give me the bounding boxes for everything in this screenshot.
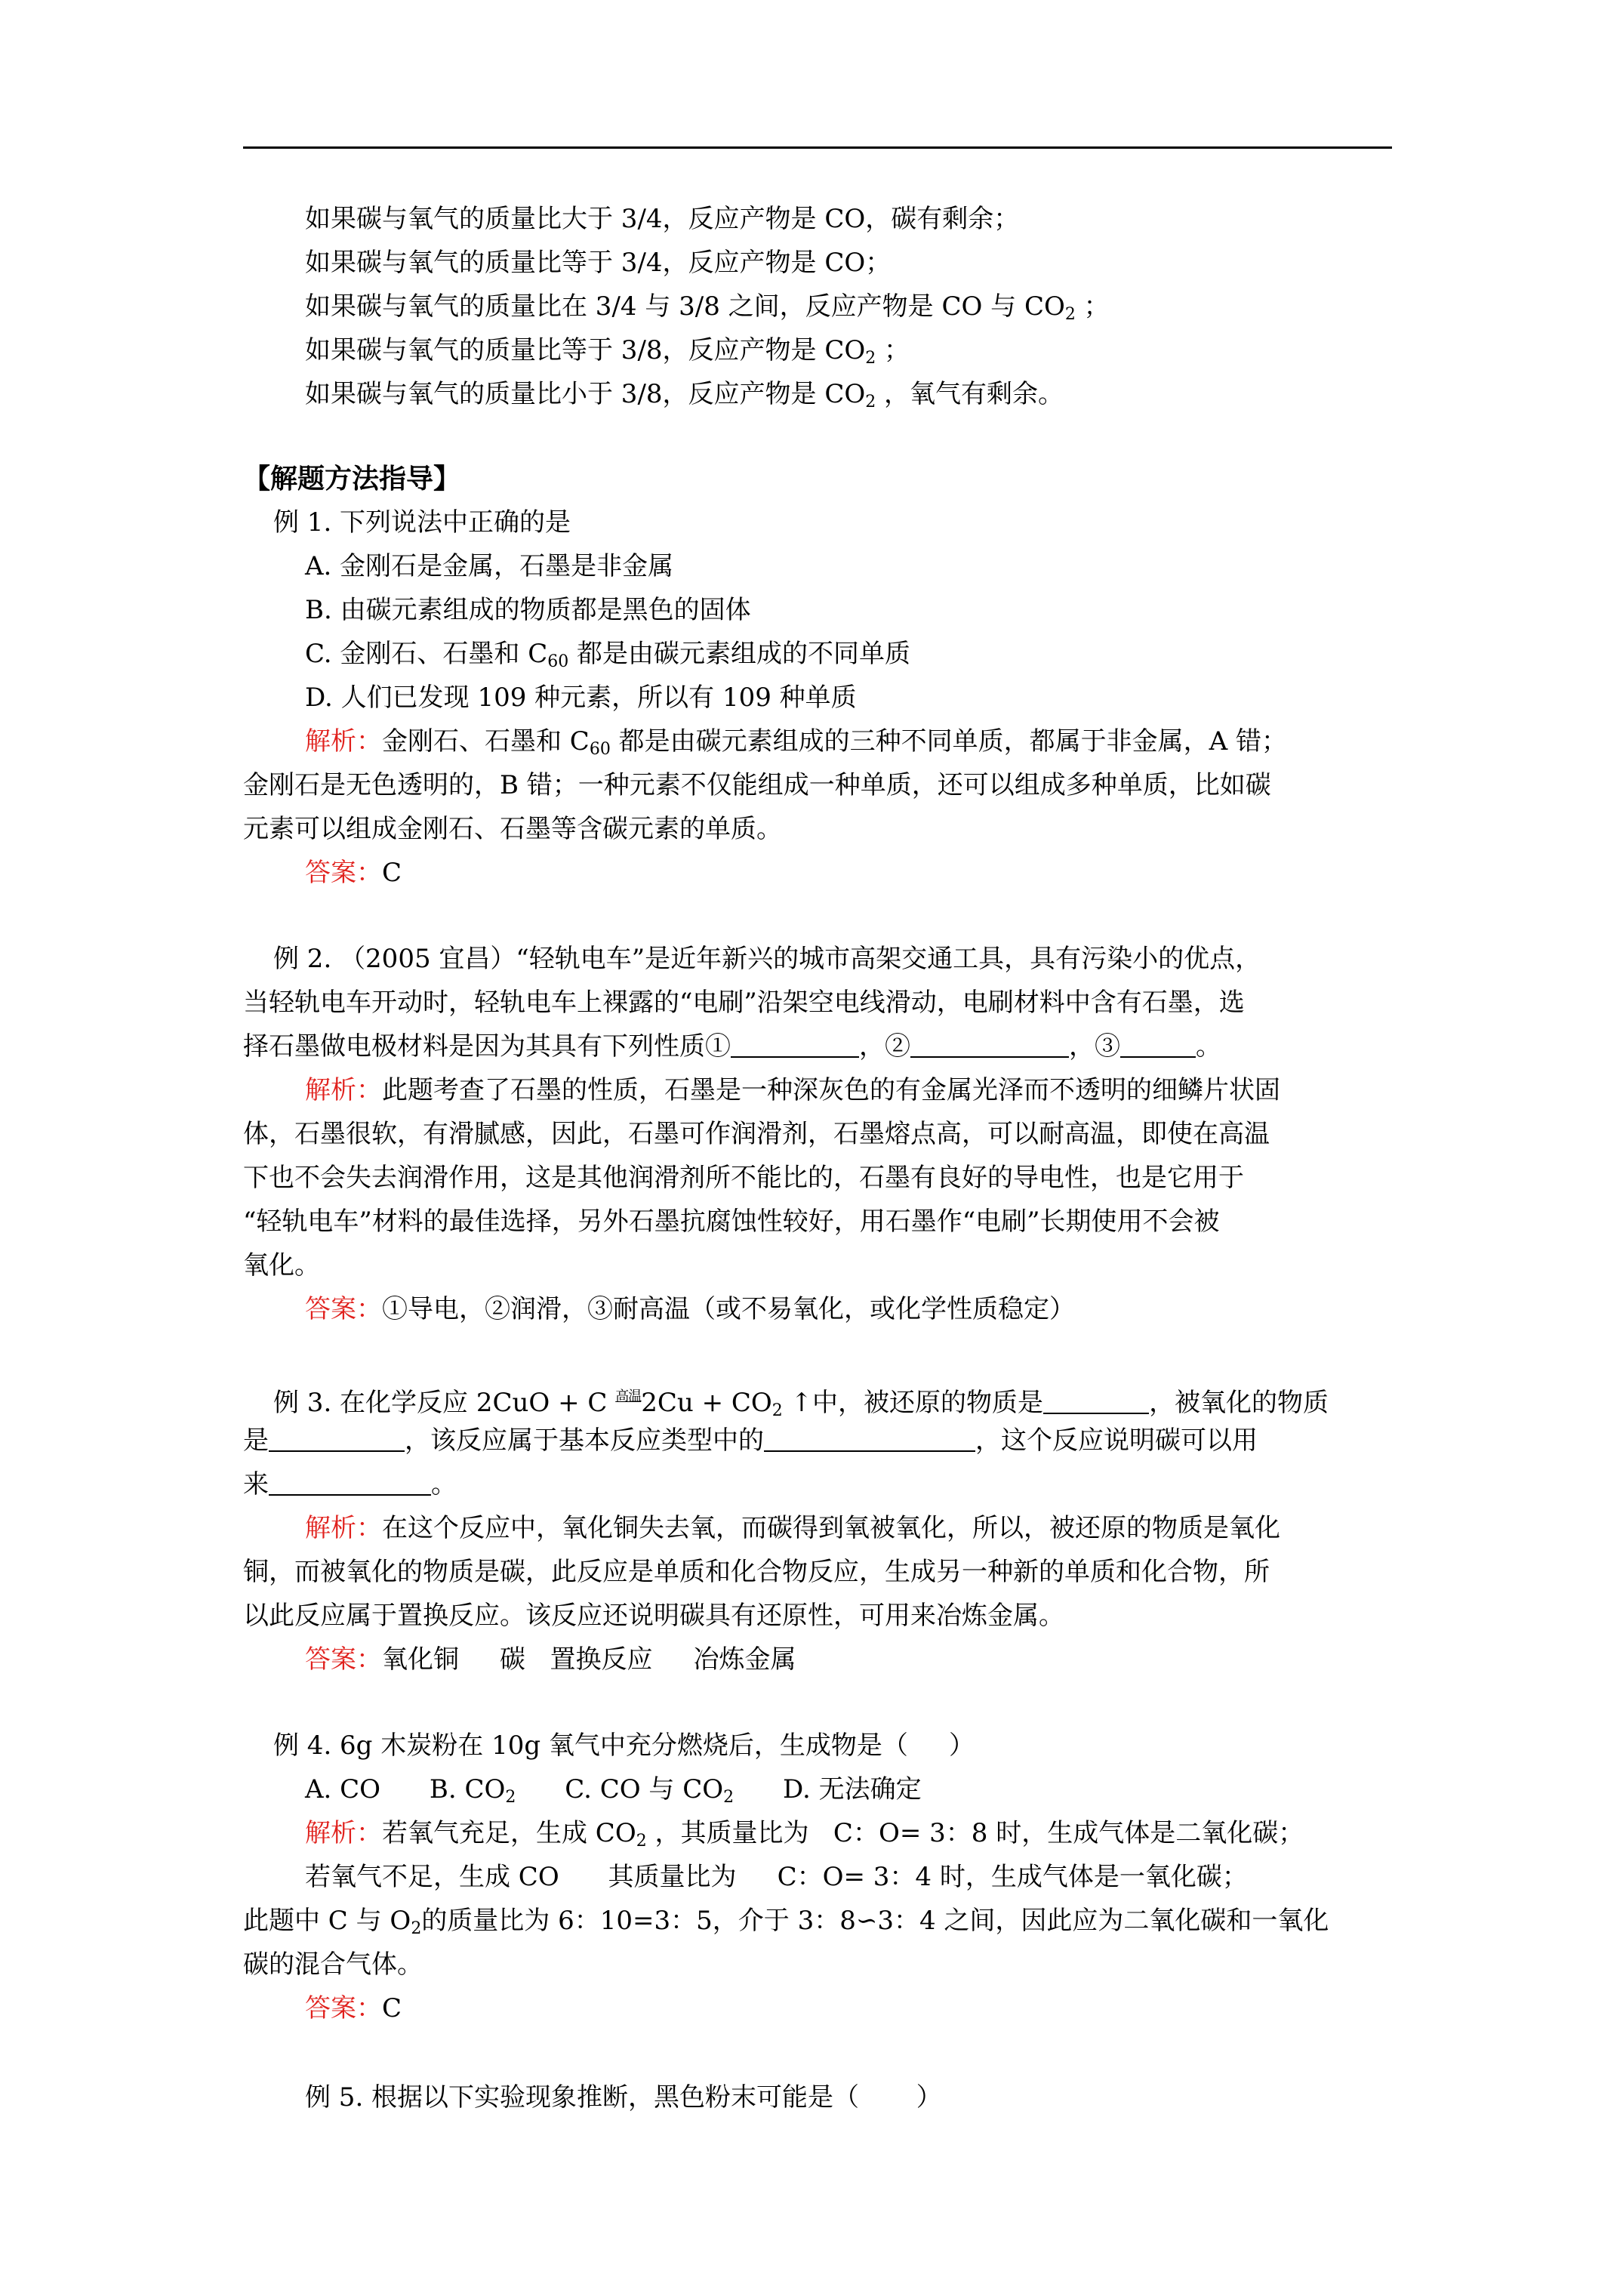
answer-blank[interactable] — [910, 1031, 1069, 1058]
ex4-analysis-1: 解析：若氧气充足，生成 $CO_2$ ，其质量比为 C：O= 3：8 时，生成气体是二氧化碳； — [305, 1818, 1304, 1851]
ex1-question: 例 1. 下列说法中正确的是 — [273, 507, 571, 538]
intro-line-2: 如果碳与氧气的质量比等于 3/4，反应产物是 CO； — [305, 248, 892, 278]
ex4-analysis-4: 碳的混合气体。 — [243, 1949, 423, 1980]
ex1-analysis-2: 金刚石是无色透明的，B 错；一种元素不仅能组成一种单质，还可以组成多种单质，比如碳 — [243, 770, 1271, 800]
ex2-question-1: 例 2. （2005 宜昌）“轻轨电车”是近年新兴的城市高架交通工具，具有污染小的优点， — [273, 944, 1261, 974]
ex2-answer: 答案：①导电，②润滑，③耐高温（或不易氧化，或化学性质稳定） — [305, 1294, 1075, 1324]
ex4-analysis-3: 此题中 C 与 $O_2$的质量比为 6：10=3：5，介于 3：8∽3：4 之间，因此应为二氧化碳和一氧化 — [243, 1906, 1329, 1938]
section-heading: 【解题方法指导】 — [243, 463, 461, 495]
ex3-analysis-2: 铜，而被氧化的物质是碳，此反应是单质和化合物反应，生成另一种新的单质和化合物，所 — [243, 1557, 1270, 1587]
ex1-analysis-1: 解析：金刚石、石墨和 $C_{60}$ 都是由碳元素组成的三种不同单质，都属于非金属，A 错； — [305, 726, 1287, 759]
ex3-question-3: 来 。 — [243, 1469, 457, 1499]
intro-line-4: 如果碳与氧气的质量比等于 3/8，反应产物是 $CO_2$ ； — [305, 335, 910, 368]
header-rule — [243, 146, 1392, 149]
ex1-option-c: C. 金刚石、石墨和 $C_{60}$ 都是由碳元素组成的不同单质 — [305, 639, 911, 671]
ex3-analysis-3: 以此反应属于置换反应。该反应还说明碳具有还原性，可用来冶炼金属。 — [243, 1601, 1064, 1631]
answer-blank[interactable] — [1120, 1031, 1196, 1058]
intro-line-1: 如果碳与氧气的质量比大于 3/4，反应产物是 CO，碳有剩余； — [305, 204, 1020, 234]
ex2-analysis-1: 解析：此题考查了石墨的性质，石墨是一种深灰色的有金属光泽而不透明的细鳞片状固 — [305, 1075, 1280, 1105]
ex2-analysis-4: “轻轨电车”材料的最佳选择，另外石墨抗腐蚀性较好，用石墨作“电刷”长期使用不会被 — [243, 1207, 1220, 1237]
answer-blank[interactable] — [269, 1469, 431, 1496]
ex4-answer: 答案：C — [305, 1993, 402, 2023]
ex2-analysis-2: 体，石墨很软，有滑腻感，因此，石墨可作润滑剂，石墨熔点高，可以耐高温，即使在高温 — [243, 1119, 1270, 1149]
answer-blank[interactable] — [1043, 1387, 1149, 1414]
answer-blank[interactable] — [269, 1425, 405, 1452]
answer-blank[interactable] — [764, 1425, 975, 1452]
ex4-question: 例 4. 6g 木炭粉在 10g 氧气中充分燃烧后，生成物是（ ） — [273, 1730, 975, 1761]
ex3-question-2: 是 ，该反应属于基本反应类型中的 ，这个反应说明碳可以用 — [243, 1425, 1258, 1456]
intro-line-3: 如果碳与氧气的质量比在 3/4 与 3/8 之间，反应产物是 CO 与 $CO_2$ ； — [305, 291, 1110, 324]
answer-blank[interactable] — [731, 1031, 859, 1058]
ex2-analysis-5: 氧化。 — [243, 1250, 320, 1281]
ex2-question-3: 择石墨做电极材料是因为其具有下列性质① ，② ，③ 。 — [243, 1031, 1221, 1062]
ex3-analysis-1: 解析：在这个反应中，氧化铜失去氧，而碳得到氧被氧化，所以，被还原的物质是氧化 — [305, 1513, 1280, 1543]
ex1-answer: 答案：C — [305, 858, 402, 888]
ex3-question-1: 例 3. 在化学反应 2CuO + C $^{高温}2Cu + CO_2$ ↑中，被还原的物质是 ，被氧化的物质 — [273, 1388, 1329, 1420]
ex1-option-b: B. 由碳元素组成的物质都是黑色的固体 — [305, 595, 751, 625]
ex5-question: 例 5. 根据以下实验现象推断，黑色粉末可能是（ ） — [305, 2082, 942, 2113]
ex3-answer: 答案：氧化铜 碳 置换反应 冶炼金属 — [305, 1644, 796, 1675]
ex2-question-2: 当轻轨电车开动时，轻轨电车上裸露的“电刷”沿架空电线滑动，电刷材料中含有石墨，选 — [243, 988, 1245, 1018]
ex1-option-d: D. 人们已发现 109 种元素，所以有 109 种单质 — [305, 683, 857, 713]
ex2-analysis-3: 下也不会失去润滑作用，这是其他润滑剂所不能比的，石墨有良好的导电性，也是它用于 — [243, 1163, 1244, 1193]
ex4-analysis-2: 若氧气不足，生成 CO 其质量比为 C：O= 3：4 时，生成气体是一氧化碳； — [305, 1862, 1248, 1892]
ex1-analysis-3: 元素可以组成金刚石、石墨等含碳元素的单质。 — [243, 814, 782, 844]
ex4-options: A. CO B. $CO_2$ C. CO 与 $CO_2$ D. 无法确定 — [305, 1774, 922, 1807]
intro-line-5: 如果碳与氧气的质量比小于 3/8，反应产物是 $CO_2$ ，氧气有剩余。 — [305, 379, 1064, 411]
ex1-option-a: A. 金刚石是金属，石墨是非金属 — [305, 551, 674, 581]
